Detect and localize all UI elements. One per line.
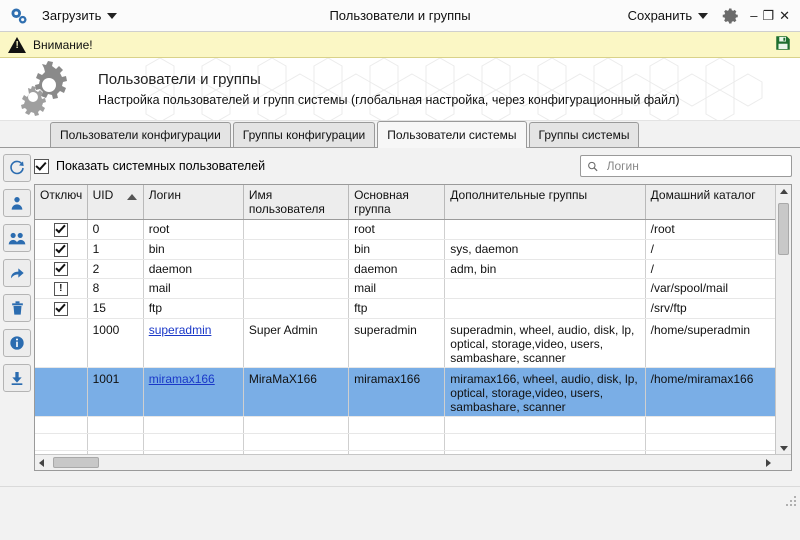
warning-triangle-icon: ! <box>8 37 26 53</box>
banner-title: Пользователи и группы <box>98 71 261 88</box>
vertical-scroll-thumb[interactable] <box>778 203 789 255</box>
cell-home: /root <box>645 220 775 240</box>
cell-group: ftp <box>349 299 445 319</box>
cell-extra-groups <box>445 220 645 240</box>
cell-uid: 1 <box>87 239 143 259</box>
cell-home: /srv/ftp <box>645 299 775 319</box>
cell-uid: 2 <box>87 259 143 279</box>
title-bar <box>0 0 800 32</box>
row-warning-icon[interactable]: ! <box>54 282 68 296</box>
settings-gear-icon[interactable] <box>722 7 740 25</box>
resize-grip[interactable] <box>784 494 796 506</box>
checkbox-box[interactable] <box>34 159 49 174</box>
horizontal-scrollbar[interactable] <box>35 454 791 470</box>
warning-message <box>8 37 93 53</box>
close-button[interactable]: ✕ <box>779 8 790 23</box>
add-user-button[interactable] <box>3 189 31 217</box>
maximize-button[interactable]: ❐ <box>762 8 775 23</box>
vertical-scrollbar[interactable] <box>775 185 791 455</box>
table-viewport <box>35 185 776 455</box>
chevron-down-icon <box>107 13 117 19</box>
info-button[interactable] <box>3 329 31 357</box>
load-menu-label: Загрузить <box>42 8 102 23</box>
save-disk-icon[interactable] <box>774 34 792 55</box>
window-title: Пользователи и группы <box>329 8 471 23</box>
table-row[interactable] <box>35 279 776 299</box>
cell-login[interactable] <box>143 319 243 368</box>
cell-username <box>243 279 348 299</box>
row-state-cell[interactable] <box>35 299 87 319</box>
cell-uid: 8 <box>87 279 143 299</box>
tab-system-groups[interactable]: Группы системы <box>529 122 640 147</box>
cell-home: /home/miramax166 <box>645 368 775 417</box>
cell-home: / <box>645 239 775 259</box>
column-header-home-dir[interactable]: Домашний каталог <box>645 185 775 220</box>
show-system-users-label: Показать системных пользователей <box>56 159 266 173</box>
cell-login: daemon <box>143 259 243 279</box>
row-state-cell[interactable] <box>35 279 87 299</box>
tab-config-groups[interactable]: Группы конфигурации <box>233 122 375 147</box>
cell-extra-groups <box>445 279 645 299</box>
banner-text <box>94 71 680 107</box>
column-header-extra-groups[interactable]: Дополнительные группы <box>445 185 645 220</box>
cell-username: Super Admin <box>243 319 348 368</box>
info-icon <box>9 335 25 351</box>
search-input[interactable] <box>605 158 785 174</box>
export-button[interactable] <box>3 259 31 287</box>
banner-subtitle: Настройка пользователей и групп системы (глобальная настройка, через конфигурационный файл) <box>98 93 680 107</box>
sort-ascending-icon <box>127 194 137 200</box>
table-row[interactable] <box>35 220 776 240</box>
cell-group: superadmin <box>349 319 445 368</box>
table-row[interactable] <box>35 259 776 279</box>
scroll-right-button[interactable] <box>762 456 775 469</box>
download-button[interactable] <box>3 364 31 392</box>
cell-extra-groups: adm, bin <box>445 259 645 279</box>
user-link[interactable]: miramax166 <box>148 372 215 387</box>
search-box[interactable] <box>580 155 792 177</box>
cell-username <box>243 239 348 259</box>
tab-config-users[interactable]: Пользователи конфигурации <box>50 122 231 147</box>
body-area <box>0 148 800 486</box>
triangle-left-icon <box>39 459 44 467</box>
users-table <box>34 184 792 471</box>
cell-username <box>243 259 348 279</box>
row-checkbox[interactable] <box>54 243 68 257</box>
cell-uid: 0 <box>87 220 143 240</box>
title-bar-right <box>624 6 800 25</box>
cell-username: MiraMaX166 <box>243 368 348 417</box>
row-state-cell[interactable] <box>35 220 87 240</box>
cell-home: / <box>645 259 775 279</box>
row-checkbox[interactable] <box>54 302 68 316</box>
save-menu-button[interactable] <box>624 6 713 25</box>
column-header-uid[interactable] <box>87 185 143 220</box>
column-header-login[interactable]: Логин <box>143 185 243 220</box>
refresh-button[interactable] <box>3 154 31 182</box>
cell-username <box>243 220 348 240</box>
user-link[interactable]: superadmin <box>148 323 212 338</box>
row-state-cell[interactable] <box>35 368 87 417</box>
cell-login: bin <box>143 239 243 259</box>
table-row[interactable] <box>35 319 776 368</box>
table <box>35 185 776 455</box>
window-controls <box>750 9 794 22</box>
cell-extra-groups: sys, daemon <box>445 239 645 259</box>
cell-extra-groups: superadmin, wheel, audio, disk, lp, optical, storage,video, users, sambashare, scanner <box>445 319 645 368</box>
table-body <box>35 220 776 456</box>
show-system-users-checkbox[interactable] <box>34 159 265 174</box>
download-icon <box>9 370 25 386</box>
left-toolbar <box>0 148 34 486</box>
users-group-icon <box>8 230 26 246</box>
row-state-cell[interactable] <box>35 259 87 279</box>
table-empty-row <box>35 434 776 451</box>
scroll-up-button[interactable] <box>777 185 790 198</box>
save-menu-label: Сохранить <box>627 8 693 23</box>
cell-username <box>243 299 348 319</box>
app-gears-icon <box>8 5 30 27</box>
cell-login: mail <box>143 279 243 299</box>
status-bar <box>0 486 800 509</box>
delete-button[interactable] <box>3 294 31 322</box>
cell-extra-groups <box>445 299 645 319</box>
column-header-username[interactable]: Имя пользователя <box>243 185 348 220</box>
banner-content <box>0 58 800 120</box>
content-area <box>34 148 800 486</box>
filter-row <box>34 154 792 178</box>
cell-uid: 1000 <box>87 319 143 368</box>
user-icon <box>9 195 25 211</box>
search-icon <box>587 160 599 173</box>
trash-icon <box>10 300 25 316</box>
cell-group: daemon <box>349 259 445 279</box>
chevron-down-icon <box>698 13 708 19</box>
tab-bar <box>0 121 800 148</box>
cell-group: bin <box>349 239 445 259</box>
cell-home: /var/spool/mail <box>645 279 775 299</box>
minimize-button[interactable]: – <box>750 8 758 23</box>
cell-group: root <box>349 220 445 240</box>
scroll-left-button[interactable] <box>35 456 48 469</box>
row-state-cell[interactable] <box>35 319 87 368</box>
warning-text: Внимание! <box>33 37 93 52</box>
row-checkbox[interactable] <box>54 262 68 276</box>
column-header-disabled[interactable]: Отключ <box>35 185 87 220</box>
page-banner <box>0 58 800 121</box>
row-checkbox[interactable] <box>54 223 68 237</box>
table-header-row <box>35 185 776 220</box>
tab-system-users[interactable]: Пользователи системы <box>377 121 526 148</box>
table-empty-row <box>35 417 776 434</box>
table-row[interactable] <box>35 368 776 417</box>
cell-extra-groups: miramax166, wheel, audio, disk, lp, optical, storage,video, users, sambashare, scanner <box>445 368 645 417</box>
cell-login: root <box>143 220 243 240</box>
share-arrow-icon <box>9 265 25 281</box>
cell-group: mail <box>349 279 445 299</box>
table-row[interactable] <box>35 299 776 319</box>
banner-gears-icon <box>16 60 94 119</box>
row-state-cell[interactable] <box>35 239 87 259</box>
triangle-up-icon <box>780 189 788 194</box>
triangle-right-icon <box>766 459 771 467</box>
table-row[interactable] <box>35 239 776 259</box>
horizontal-scroll-thumb[interactable] <box>53 457 99 468</box>
cell-uid: 1001 <box>87 368 143 417</box>
cell-login[interactable] <box>143 368 243 417</box>
column-header-primary-group[interactable]: Основная группа <box>349 185 445 220</box>
add-group-button[interactable] <box>3 224 31 252</box>
load-menu-button[interactable] <box>38 6 121 25</box>
column-header-uid-label: UID <box>92 188 114 202</box>
warning-bar <box>0 32 800 58</box>
cell-home: /home/superadmin <box>645 319 775 368</box>
triangle-down-icon <box>780 446 788 451</box>
cell-login: ftp <box>143 299 243 319</box>
cell-uid: 15 <box>87 299 143 319</box>
title-bar-left <box>0 5 121 27</box>
refresh-icon <box>9 160 25 176</box>
cell-group: miramax166 <box>349 368 445 417</box>
